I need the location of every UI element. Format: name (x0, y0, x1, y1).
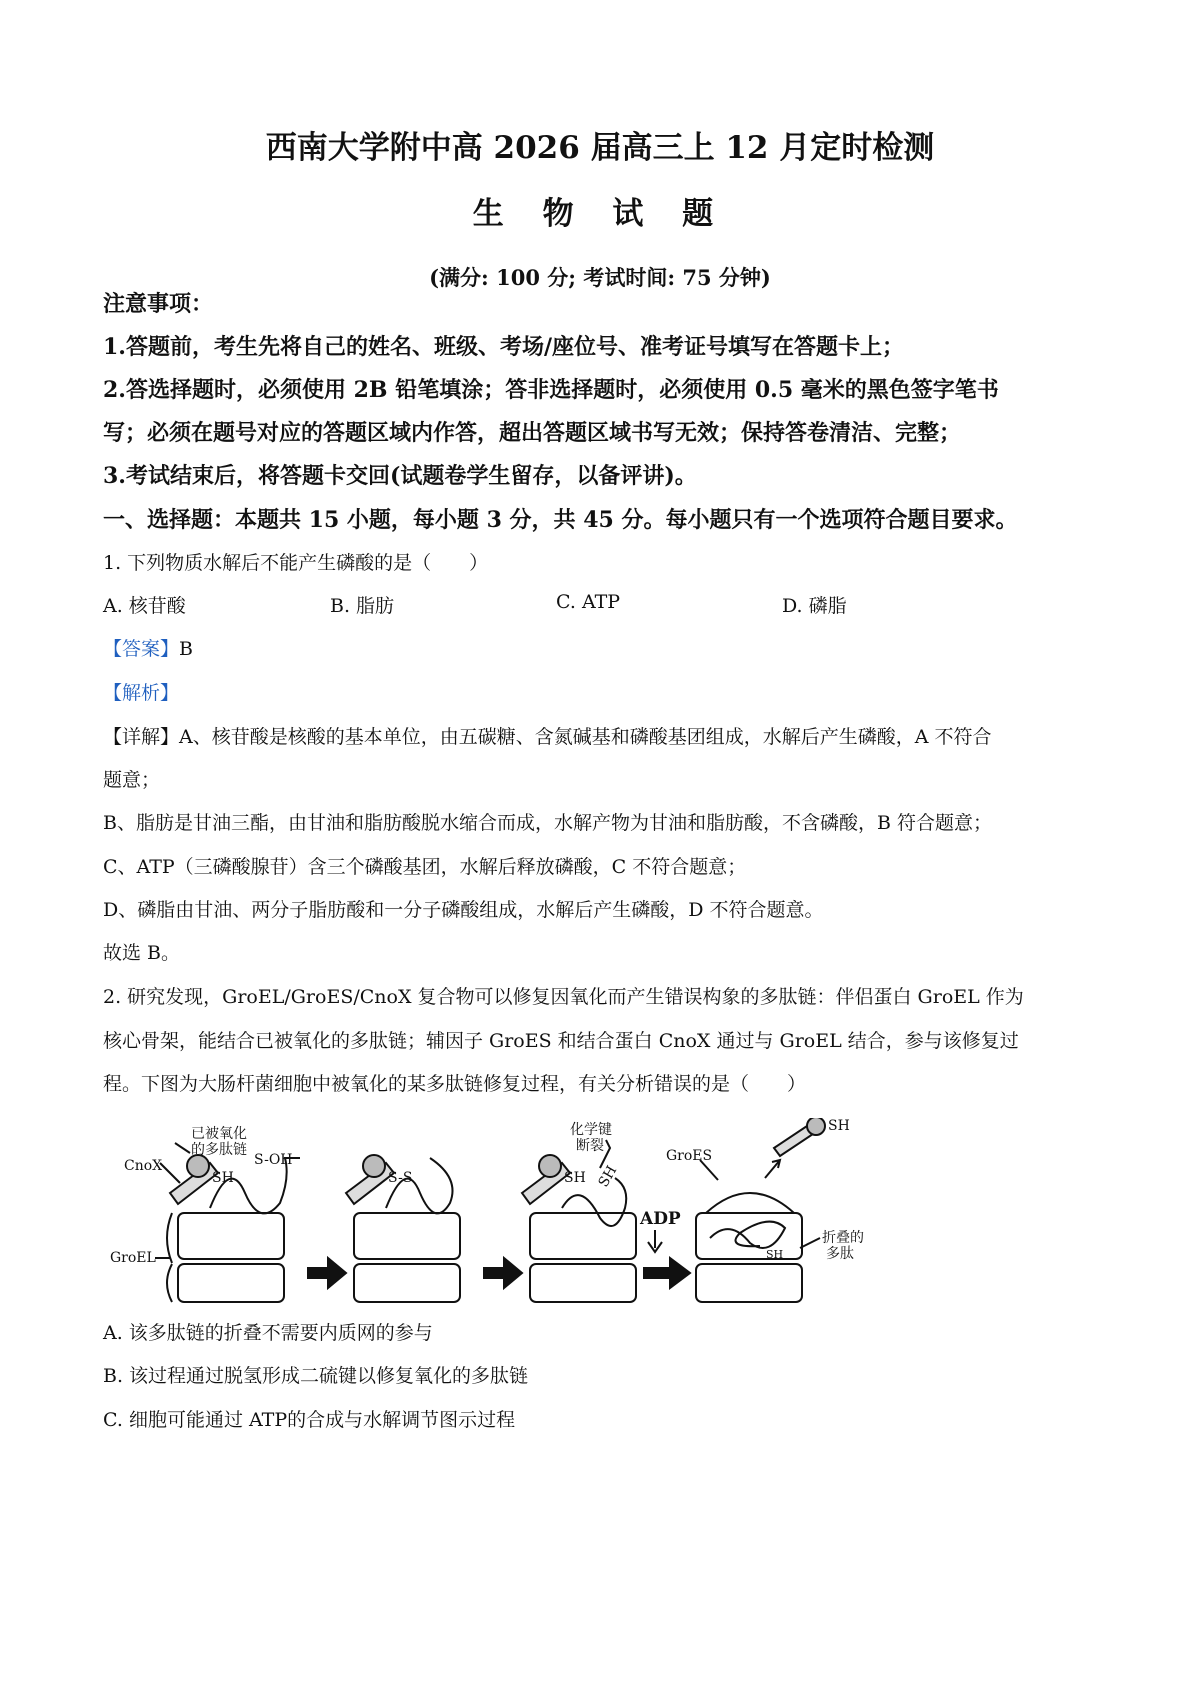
analysis-tag: 【解析】 (103, 682, 180, 704)
label-ss: S-S (388, 1170, 413, 1186)
detail-a-line-1: 【详解】A、核苷酸是核酸的基本单位，由五碳糖、含氮碱基和磷酸基团组成，水解后产生磷酸，A 不符合 (103, 726, 992, 748)
label-sh-3: SH (564, 1170, 586, 1186)
arrow-2 (484, 1258, 522, 1288)
groes-cap (706, 1193, 794, 1213)
exam-meta: (满分: 100 分; 考试时间: 75 分钟) (429, 265, 771, 290)
notice-item-2b: 写；必须在题号对应的答题区域内作答，超出答题区域书写无效；保持答卷清洁、完整； (103, 420, 962, 446)
question-2-stem-1: 2. 研究发现，GroEL/GroES/CnoX 复合物可以修复因氧化而产生错误构象的多肽链：伴侣蛋白 GroEL 作为 (103, 986, 1024, 1008)
stage-4 (696, 1118, 825, 1302)
question-2-stem-3: 程。下图为大肠杆菌细胞中被氧化的某多肽链修复过程，有关分析错误的是（ ） (103, 1073, 807, 1095)
cnox-head (187, 1155, 209, 1177)
notice-heading: 注意事项： (103, 291, 214, 317)
notice-item-2a: 2.答选择题时，必须使用 2B 铅笔填涂；答非选择题时，必须使用 0.5 毫米的黑色签字笔书 (103, 377, 999, 403)
label-soh: S-OH (254, 1152, 293, 1168)
label-oxidized-2: 的多肽链 (191, 1142, 247, 1158)
question-1-option-a: A. 核苷酸 (103, 595, 186, 617)
groel-block-top-2 (354, 1213, 460, 1259)
notice-item-1: 1.答题前，考生先将自己的姓名、班级、考场/座位号、准考证号填写在答题卡上； (103, 334, 905, 360)
subject-title: 生 物 试 题 (472, 196, 728, 232)
released-cnox-head (807, 1118, 825, 1135)
label-oxidized-1: 已被氧化 (191, 1126, 247, 1142)
cnox-pointer (160, 1163, 180, 1183)
groel-block-bottom-3 (530, 1264, 636, 1302)
question-1-stem: 1. 下列物质水解后不能产生磷酸的是（ ） (103, 552, 489, 574)
label-cnox: CnoX (124, 1158, 163, 1174)
label-folded-1: 折叠的 (822, 1230, 864, 1246)
label-sh-top: SH (828, 1118, 850, 1134)
groel-block-top (178, 1213, 284, 1259)
notice-item-3: 3.考试结束后，将答题卡交回(试题卷学生留存，以备评讲)。 (103, 463, 697, 489)
question-1-option-b: B. 脂肪 (330, 595, 395, 617)
label-sh-rotated: SH (595, 1163, 621, 1190)
arrow-1 (308, 1258, 346, 1288)
adp-arrow (648, 1230, 662, 1252)
detail-c: C、ATP（三磷酸腺苷）含三个磷酸基团，水解后释放磷酸，C 不符合题意； (103, 856, 747, 878)
section-heading: 一、选择题：本题共 15 小题，每小题 3 分，共 45 分。每小题只有一个选项符合题目要求。 (103, 507, 1018, 533)
label-groel: GroEL (110, 1250, 156, 1266)
stage-3 (522, 1140, 636, 1302)
groel-block-bottom (178, 1264, 284, 1302)
folded-polypeptide (710, 1222, 785, 1248)
answer-value: B (179, 638, 193, 660)
label-sh-1: SH (212, 1170, 234, 1186)
label-adp: ADP (640, 1209, 681, 1229)
release-arrow (765, 1160, 780, 1178)
arrow-3 (644, 1258, 690, 1288)
detail-a-line-2: 题意； (103, 769, 161, 791)
question-2-option-c: C. 细胞可能通过 ATP的合成与水解调节图示过程 (103, 1409, 516, 1431)
answer-tag: 【答案】 (103, 638, 180, 660)
cnox-head-2 (363, 1155, 385, 1177)
label-bond-1: 化学键 (570, 1122, 612, 1138)
question-2-option-b: B. 该过程通过脱氢形成二硫键以修复氧化的多肽链 (103, 1365, 529, 1387)
label-folded-2: 多肽 (826, 1246, 854, 1262)
detail-d: D、磷脂由甘油、两分子脂肪酸和一分子磷酸组成，水解后产生磷酸，D 不符合题意。 (103, 899, 824, 921)
question-1-option-c: C. ATP (556, 591, 621, 613)
question-2-option-a: A. 该多肽链的折叠不需要内质网的参与 (103, 1322, 433, 1344)
conclusion: 故选 B。 (103, 942, 181, 964)
question-1-option-d: D. 磷脂 (782, 595, 847, 617)
groel-block-bottom-4 (696, 1264, 802, 1302)
oxidized-pointer (175, 1143, 190, 1153)
cnox-head-3 (539, 1155, 561, 1177)
answer-line (103, 634, 193, 661)
label-sh-inner: SH (766, 1248, 784, 1261)
label-groes: GroES (666, 1148, 713, 1164)
question-2-stem-2: 核心骨架，能结合已被氧化的多肽链；辅因子 GroES 和结合蛋白 CnoX 通过与 GroEL 结合，参与该修复过 (103, 1030, 1019, 1052)
label-bond-2: 断裂 (576, 1138, 604, 1154)
page-title: 西南大学附中高 2026 届高三上 12 月定时检测 (265, 130, 935, 166)
groel-block-bottom-2 (354, 1264, 460, 1302)
detail-b: B、脂肪是甘油三酯，由甘油和脂肪酸脱水缩合而成，水解产物为甘油和脂肪酸，不含磷酸，B 符合题意； (103, 812, 992, 834)
